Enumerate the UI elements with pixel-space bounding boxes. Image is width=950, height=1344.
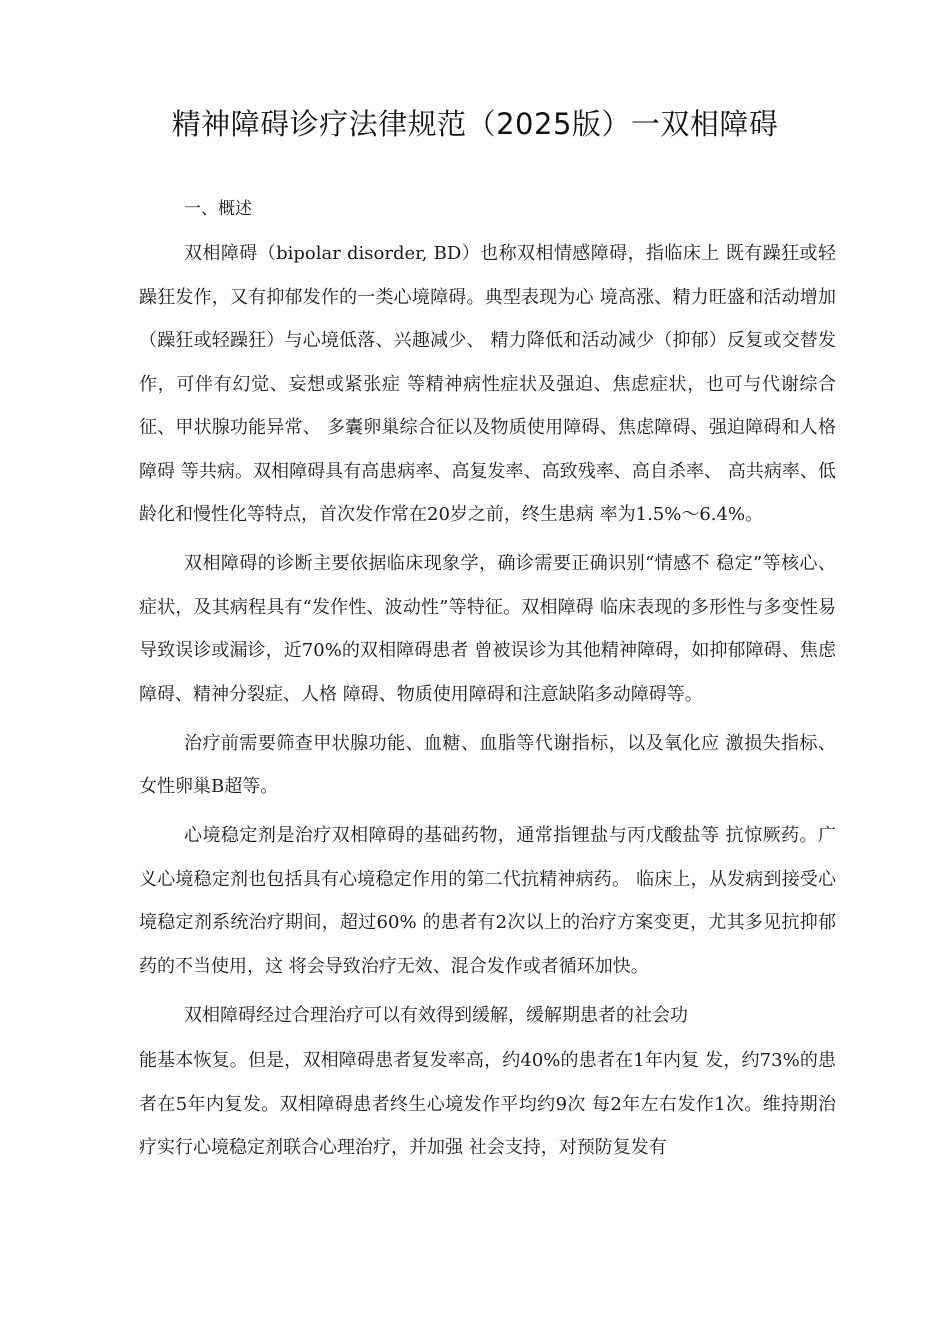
paragraph-screening: 治疗前需要筛查甲状腺功能、血糖、血脂等代谢指标，以及氧化应 激损失指标、女性卵巢B超等。 xyxy=(139,732,836,797)
paragraph-relapse: 能基本恢复。但是，双相障碍患者复发率高，约40%的患者在1年内复 发，约73%的患者在5年内复发。双相障碍患者终生心境发作平均约9次 每2年左右发作1次。维持期治疗实行心境稳定剂联合心理治疗，并加强 社会支持，对预防复发有 xyxy=(139,1050,836,1158)
document-body xyxy=(139,232,836,1175)
paragraph-definition: 双相障碍（bipolar disorder, BD）也称双相情感障碍，指临床上 既有躁狂或轻躁狂发作，又有抑郁发作的一类心境障碍。典型表现为心 境高涨、精力旺盛和活动增加（躁狂或轻躁狂）与心境低落、兴趣减少、 精力降低和活动减少（抑郁）反复或交替发作，可伴有幻觉、妄想或紧张症 等精神病性症状及强迫、焦虑症状，也可与代谢综合征、甲状腺功能异常、 多囊卵巢综合征以及物质使用障碍、焦虑障碍、强迫障碍和人格障碍 等共病。双相障碍具有高患病率、高复发率、高致残率、高自杀率、 高共病率、低龄化和慢性化等特点，首次发作常在20岁之前，终生患病 率为1.5%〜6.4%。 xyxy=(139,243,836,525)
document-title: 精神障碍诊疗法律规范（2025版）一双相障碍 xyxy=(171,107,779,141)
section-heading: 一、概述 xyxy=(184,199,252,219)
paragraph-remission: 双相障碍经过合理治疗可以有效得到缓解，缓解期患者的社会功 xyxy=(184,1004,688,1026)
paragraph-mood-stabilizers: 心境稳定剂是治疗双相障碍的基础药物，通常指锂盐与丙戊酸盐等 抗惊厥药。广义心境稳定剂也包括具有心境稳定作用的第二代抗精神病药。 临床上，从发病到接受心境稳定剂系统治疗期间，超过60% 的患者有2次以上的治疗方案变更，尤其多见抗抑郁药的不当使用，这 将会导致治疗无效、混合发作或者循环加快。 xyxy=(139,825,836,977)
paragraph-diagnosis: 双相障碍的诊断主要依据临床现象学，确诊需要正确识别“情感不 稳定”等核心、症状，及其病程具有“发作性、波动性”等特征。双相障碍 临床表现的多形性与多变性易导致误诊或漏诊，近70%的双相障碍患者 曾被误诊为其他精神障碍，如抑郁障碍、焦虑障碍、精神分裂症、人格 障碍、物质使用障碍和注意缺陷多动障碍等。 xyxy=(139,553,836,705)
